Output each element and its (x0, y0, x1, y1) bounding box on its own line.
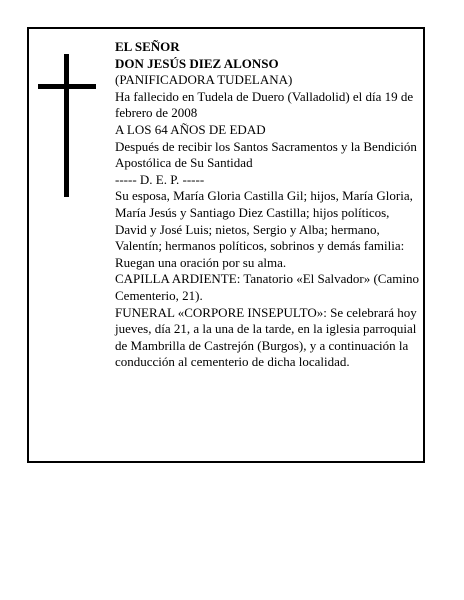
obituary-text (115, 39, 420, 371)
deceased-name: DON JESÚS DIEZ ALONSO (115, 55, 279, 71)
cross-icon (64, 54, 69, 197)
sacraments-line: Después de recibir los Santos Sacramentos y la Bendición Apostólica de Su Santidad (115, 138, 417, 171)
chapel-line: CAPILLA ARDIENTE: Tanatorio «El Salvador» (Camino Cementerio, 21). (115, 271, 419, 303)
heading-title: EL SEÑOR (115, 39, 180, 54)
cross-icon-crossbar (38, 84, 96, 89)
rip-line: ----- D. E. P. ----- (115, 171, 205, 187)
age-line: A LOS 64 AÑOS DE EDAD (115, 121, 266, 137)
funeral-line: FUNERAL «CORPORE INSEPULTO»: Se celebrará hoy jueves, día 21, a la una de la tarde, en la iglesia parroquial de Mambrilla de Castrejón (Burgos), y a continuación la conducción al cementerio de dicha localidad. (115, 304, 417, 370)
prayer-line: Ruegan una oración por su alma. (115, 254, 287, 270)
company-name: (PANIFICADORA TUDELANA) (115, 72, 293, 88)
family-line: Su esposa, María Gloria Castilla Gil; hijos, María Gloria, María Jesús y Santiago Diez Castilla; hijos políticos, David y José Luis; nietos, Sergio y Alba; hermano, Valentín; hermanos políticos, sobrinos y demás familia: (115, 188, 413, 254)
death-info: Ha fallecido en Tudela de Duero (Valladolid) el día 19 de febrero de 2008 (115, 88, 414, 121)
